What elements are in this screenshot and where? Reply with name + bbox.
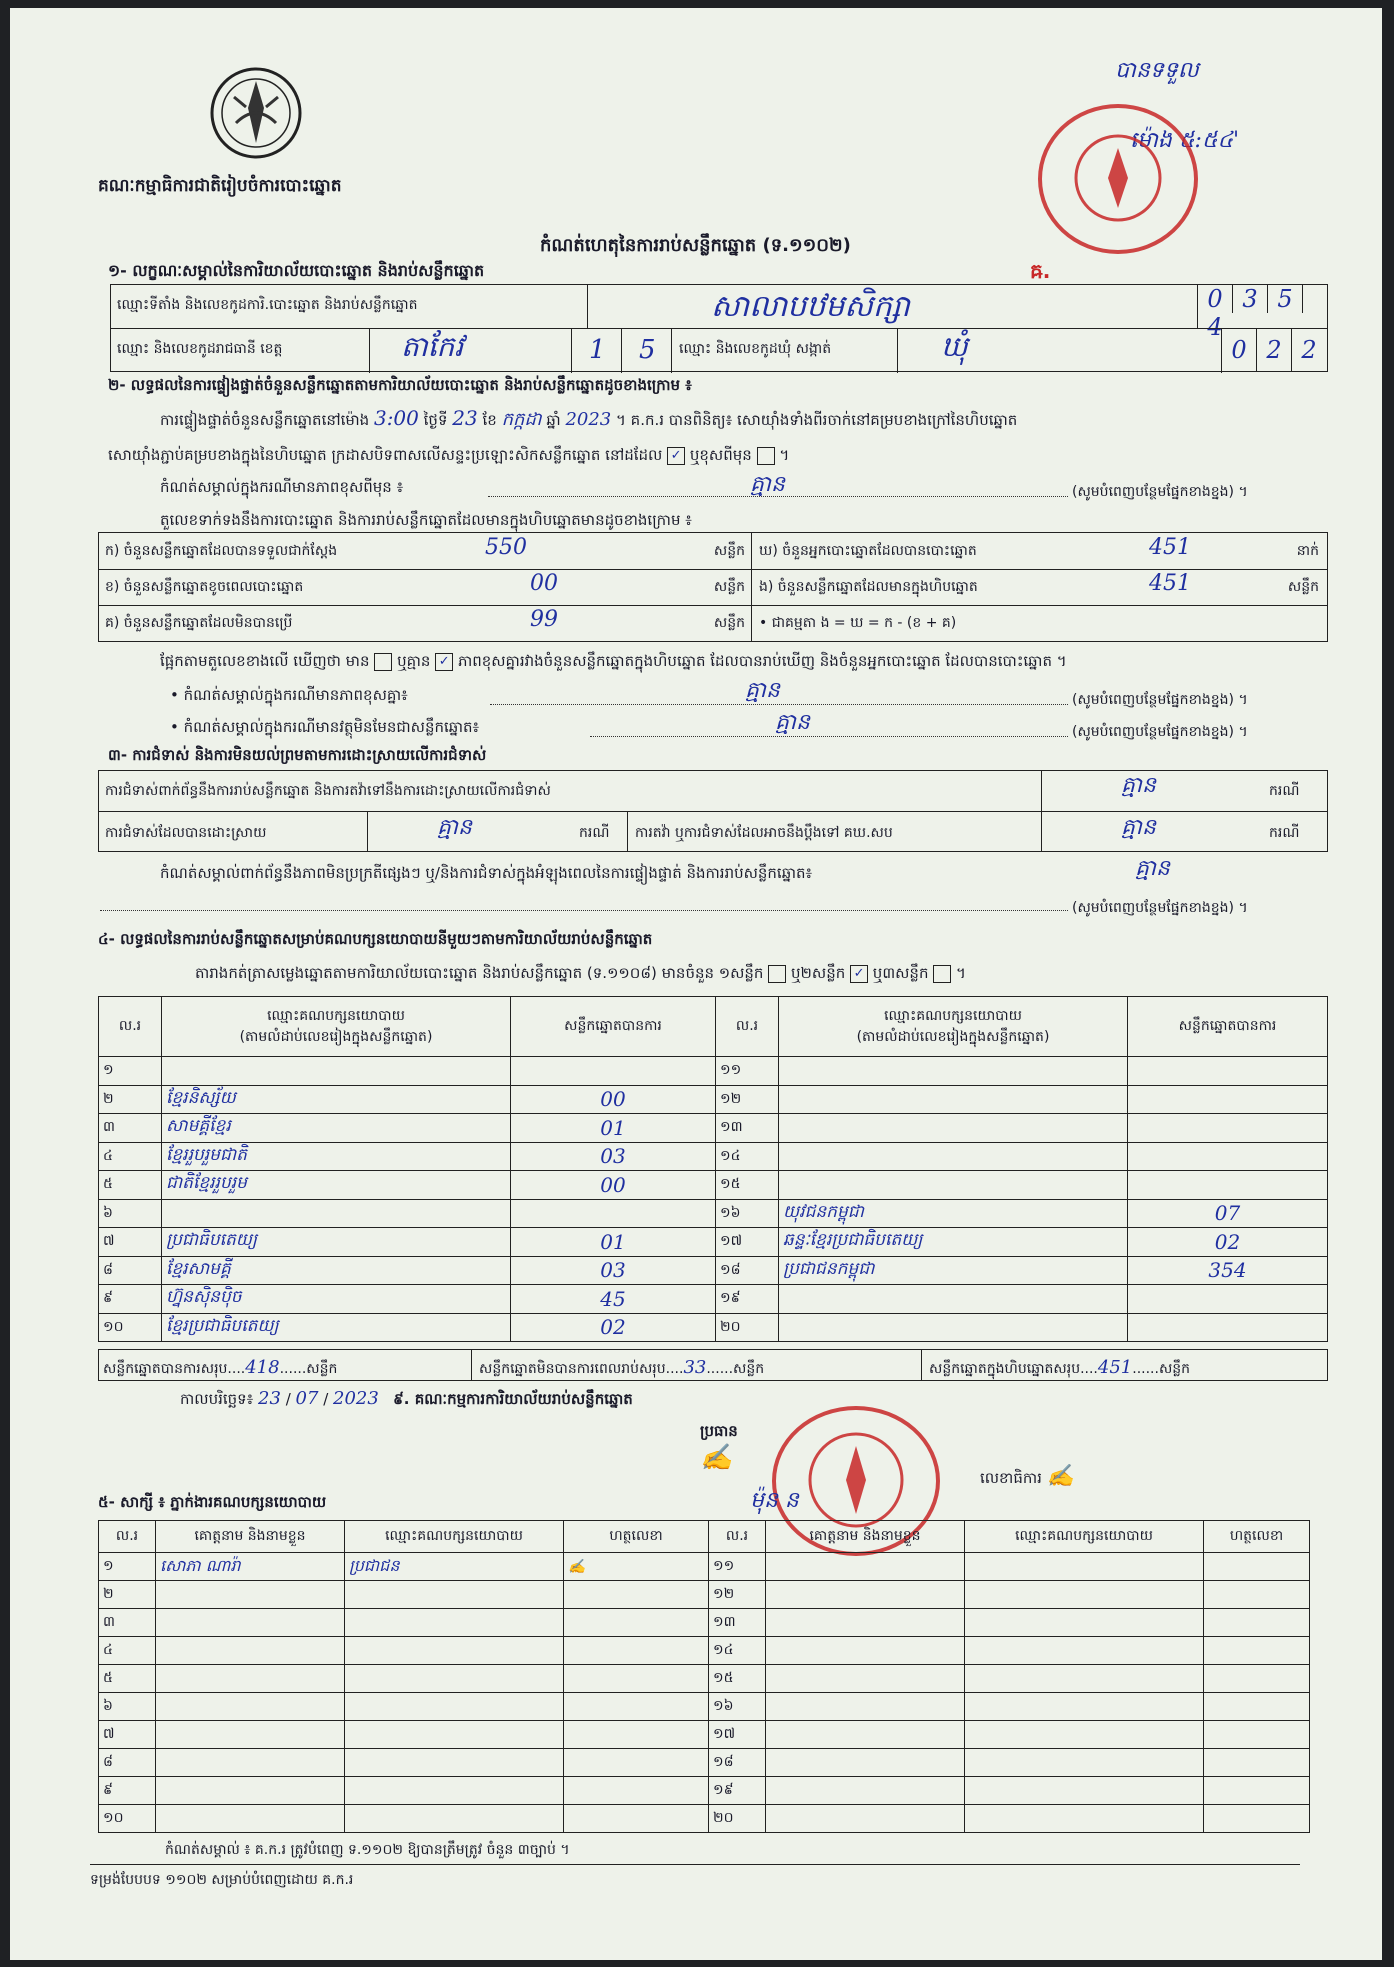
total-invalid: 33 — [683, 1357, 707, 1378]
witness-name — [766, 1749, 965, 1777]
witness-name — [766, 1609, 965, 1637]
witness-no: ១៤ — [709, 1637, 766, 1665]
table-row — [99, 1313, 1328, 1342]
w-col-no-left: ល.រ — [99, 1521, 156, 1553]
same-checkbox[interactable]: ✓ — [667, 447, 685, 465]
witness-party — [965, 1553, 1204, 1581]
objection-unit: ករណី — [1269, 783, 1300, 799]
location-label: ឈ្មោះទីតាំង និងលេខកូដការិ.បោះឆ្នោត និងរាប់សន្លឹកឆ្នោត — [117, 297, 418, 313]
result-votes — [1128, 1313, 1328, 1342]
date-line: កាលបរិច្ឆេទ៖ 23 / 07 / 2023 ៩. គណៈកម្មការការិយាល័យរាប់សន្លឹកឆ្នោត — [180, 1388, 633, 1409]
witness-no: ៦ — [99, 1693, 156, 1721]
location-value: សាលាបឋមសិក្សា — [711, 289, 910, 324]
witness-party — [345, 1777, 564, 1805]
result-votes — [1128, 1171, 1328, 1200]
result-party — [779, 1142, 1128, 1171]
table-row — [99, 1805, 1310, 1833]
result-party — [779, 1171, 1128, 1200]
changed-checkbox[interactable] — [757, 447, 775, 465]
result-no: ១៣ — [716, 1114, 779, 1143]
result-party: ខ្មែរសាមគ្គី — [162, 1256, 511, 1285]
w-col-no-right: ល.រ — [709, 1521, 766, 1553]
witness-no: ១៦ — [709, 1693, 766, 1721]
result-party: ជាតិខ្មែររួបរួម — [162, 1171, 511, 1200]
witness-name: សោភា ណារ៉ា — [156, 1553, 345, 1581]
tally-line: តារាងកត់ត្រាសម្លេងឆ្នោតតាមការិយាល័យបោះឆ្នោត និងរាប់សន្លឹកឆ្នោត (ទ.១១០៨) មានចំនួន ១សន្លឹក ឬ២សន្លឹក ✓ ឬ៣សន្លឹក ។ — [195, 964, 966, 982]
secretary-label: លេខាធិការ ✍ — [980, 1464, 1075, 1489]
result-party: ខ្មែរប្រជាធិបតេយ្យ — [162, 1313, 511, 1342]
province-label: ឈ្មោះ និងលេខកូដរាជធានី ខេត្ត — [117, 341, 283, 357]
invalid-note-value: គ្មាន — [775, 710, 810, 735]
org-name: គណៈកម្មាធិការជាតិរៀបចំការបោះឆ្នោត — [98, 176, 342, 196]
date-year: 2023 — [333, 1388, 379, 1409]
count-row-a: ក) ចំនួនសន្លឹកឆ្នោតដែលបានទទួលជាក់ស្តែង 550 សន្លឹក — [105, 535, 745, 560]
irregularity-note: កំណត់សម្គាល់ពាក់ព័ន្ធនឹងភាពមិនប្រក្រតីផ្សេងៗ ឬ/និងការជំទាស់ក្នុងអំឡុងពេលនៃការផ្ទៀងផ្ទាត់ និងការរាប់សន្លឹកឆ្នោត៖ — [160, 864, 813, 882]
table-row — [99, 1285, 1328, 1314]
witness-name — [156, 1581, 345, 1609]
nec-emblem-icon — [206, 63, 306, 163]
difference-no-checkbox[interactable]: ✓ — [435, 653, 453, 671]
witness-party — [345, 1721, 564, 1749]
witness-signature — [564, 1693, 709, 1721]
result-party — [162, 1057, 511, 1086]
result-no: ៨ — [99, 1256, 162, 1285]
diff-note-value: គ្មាន — [745, 678, 780, 703]
result-votes — [1128, 1085, 1328, 1114]
verify-line-1: ការផ្ទៀងផ្ទាត់ចំនួនសន្លឹកឆ្នោតនៅម៉ោង 3:00 ថ្ងៃទី 23 ខែ កក្កដា ឆ្នាំ 2023 ។ គ.ក.រ បានពិនិត្យ៖ សោយ៉ាំងទាំងពីរចាក់នៅគម្របខាងក្រៅនៃហិបឆ្នោត — [160, 406, 1018, 430]
appeal-label: ការតវ៉ា ឬការជំទាស់ដែលអាចនឹងប្តឹងទៅ គឃ.សប — [635, 825, 893, 841]
witness-party — [345, 1749, 564, 1777]
table-row — [99, 1609, 1310, 1637]
counts-box — [98, 532, 1328, 642]
change-note: កំណត់សម្គាល់ក្នុងករណីមានភាពខុសពីមុន ៖ — [160, 478, 404, 496]
col-votes-right: សន្លឹកឆ្នោតបានការ — [1128, 997, 1328, 1057]
section3-box — [98, 770, 1328, 852]
tally-2-checkbox[interactable]: ✓ — [850, 965, 868, 983]
table-row — [99, 1085, 1328, 1114]
result-no: ១២ — [716, 1085, 779, 1114]
section5-heading: ៥- សាក្សី ៖ ភ្នាក់ងារគណបក្សនយោបាយ — [98, 1493, 327, 1511]
witness-signature — [1204, 1777, 1310, 1805]
witness-no: ៧ — [99, 1721, 156, 1749]
result-votes — [511, 1057, 716, 1086]
witness-name — [156, 1805, 345, 1833]
count-row-e: ង) ចំនួនសន្លឹកឆ្នោតដែលមានក្នុងហិបឆ្នោត 451 សន្លឹក — [759, 571, 1319, 596]
result-votes: 354 — [1128, 1256, 1328, 1285]
totals-row: សន្លឹកឆ្នោតបានការសរុប....418......សន្លឹក សន្លឹកឆ្នោតមិនបានការពេលរាប់សរុប....33......សន្លឹក សន្លឹកឆ្នោតក្នុងហិបឆ្នោតសរុប....451......សន្លឹក — [98, 1349, 1328, 1381]
result-party: ប្រជាជនកម្ពុជា — [779, 1256, 1128, 1285]
result-party: ឆន្ទៈខ្មែរប្រជាធិបតេយ្យ — [779, 1228, 1128, 1257]
witness-party — [345, 1665, 564, 1693]
table-row — [99, 1637, 1310, 1665]
col-party-left: ឈ្មោះគណបក្សនយោបាយ (តាមលំដាប់លេខរៀងក្នុងសន្លឹកឆ្នោត) — [162, 997, 511, 1057]
section3-heading: ៣- ការជំទាស់ និងការមិនយល់ព្រមតាមការដោះស្រាយលើការជំទាស់ — [108, 746, 487, 764]
counts-intro: តួលេខទាក់ទងនឹងការបោះឆ្នោត និងការរាប់សន្លឹកឆ្នោតដែលមានក្នុងហិបឆ្នោតមានដូចខាងក្រោម ៖ — [160, 511, 692, 529]
table-row — [99, 1228, 1328, 1257]
result-party: សាមគ្គីខ្មែរ — [162, 1114, 511, 1143]
witness-no: ៨ — [99, 1749, 156, 1777]
table-row — [99, 1553, 1310, 1581]
tally-3-checkbox[interactable] — [933, 965, 951, 983]
result-no: ៤ — [99, 1142, 162, 1171]
appeal-unit: ករណី — [1269, 825, 1300, 841]
resolved-unit: ករណី — [579, 825, 610, 841]
result-votes — [1128, 1057, 1328, 1086]
result-party — [779, 1313, 1128, 1342]
table-row — [99, 1665, 1310, 1693]
witness-signature — [564, 1749, 709, 1777]
witness-signature — [564, 1805, 709, 1833]
witness-signature — [1204, 1637, 1310, 1665]
witness-no: ១ — [99, 1553, 156, 1581]
witness-signature — [564, 1581, 709, 1609]
col-no-right: ល.រ — [716, 997, 779, 1057]
form-title: កំណត់ហេតុនៃការរាប់សន្លឹកឆ្នោត (ទ.១១០២) — [540, 235, 851, 256]
w-col-name-right: គោត្តនាម និងនាមខ្លួន — [766, 1521, 965, 1553]
result-no: ៩ — [99, 1285, 162, 1314]
witness-no: ១៧ — [709, 1721, 766, 1749]
result-no: ៥ — [99, 1171, 162, 1200]
witness-name — [156, 1721, 345, 1749]
section1-heading: ១- លក្ខណៈសម្គាល់នៃការិយាល័យបោះឆ្នោត និងរាប់សន្លឹកឆ្នោត — [108, 261, 485, 280]
witness-name — [156, 1693, 345, 1721]
count-row-d: ឃ) ចំនួនអ្នកបោះឆ្នោតដែលបានបោះឆ្នោត 451 នាក់ — [759, 535, 1319, 560]
witness-name — [766, 1721, 965, 1749]
witness-name — [766, 1665, 965, 1693]
witness-signature: ✍ — [564, 1553, 709, 1581]
result-votes — [1128, 1114, 1328, 1143]
irregularity-hint: (សូមបំពេញបន្ថែមផ្នែកខាងខ្នង) ។ — [1072, 900, 1248, 916]
objection-label: ការជំទាស់ពាក់ព័ន្ធនឹងការរាប់សន្លឹកឆ្នោត និងការតវ៉ាទៅនឹងការដោះស្រាយលើការជំទាស់ — [105, 783, 551, 799]
count-row-c: គ) ចំនួនសន្លឹកឆ្នោតដែលមិនបានប្រើ 99 សន្លឹក — [105, 607, 745, 632]
w-col-party-left: ឈ្មោះគណបក្សនយោបាយ — [345, 1521, 564, 1553]
count-formula: • ជាគម្មតា ង = ឃ = ក - (ខ + គ) — [759, 615, 957, 631]
witness-name — [156, 1665, 345, 1693]
witness-no: ៩ — [99, 1777, 156, 1805]
result-party — [162, 1199, 511, 1228]
resolved-label: ការជំទាស់ដែលបានដោះស្រាយ — [105, 825, 267, 841]
irregularity-note-value: គ្មាន — [1135, 856, 1170, 881]
witness-party: ប្រជាជន — [345, 1553, 564, 1581]
witness-party — [965, 1693, 1204, 1721]
witness-name — [766, 1637, 965, 1665]
result-votes: 03 — [511, 1142, 716, 1171]
resolved-value: គ្មាន — [437, 815, 472, 840]
section4-heading: ៤- លទ្ធផលនៃការរាប់សន្លឹកឆ្នោតសម្រាប់គណបក្សនយោបាយនីមួយៗតាមការិយាល័យរាប់សន្លឹកឆ្នោត — [98, 930, 653, 948]
witness-no: ១២ — [709, 1581, 766, 1609]
province-code-2: 5 — [639, 335, 656, 365]
result-no: ១៧ — [716, 1228, 779, 1257]
witness-no: ៥ — [99, 1665, 156, 1693]
result-party: ហ្វ៊ុនស៊ិនប៉ិច — [162, 1285, 511, 1314]
invalid-note-hint: (សូមបំពេញបន្ថែមផ្នែកខាងខ្នង) ។ — [1072, 724, 1248, 740]
w-col-sign-left: ហត្ថលេខា — [564, 1521, 709, 1553]
w-col-sign-right: ហត្ថលេខា — [1204, 1521, 1310, 1553]
table-row — [99, 1171, 1328, 1200]
witness-party — [965, 1749, 1204, 1777]
change-note-value: គ្មាន — [750, 472, 785, 497]
witness-no: ១១ — [709, 1553, 766, 1581]
witness-no: ២០ — [709, 1805, 766, 1833]
witness-party — [345, 1609, 564, 1637]
col-no-left: ល.រ — [99, 997, 162, 1057]
commune-code: 0 2 2 — [1221, 328, 1326, 373]
witness-party — [965, 1805, 1204, 1833]
section1-box — [110, 284, 1328, 372]
witness-no: ២ — [99, 1581, 156, 1609]
witness-name — [766, 1805, 965, 1833]
table-row — [99, 1777, 1310, 1805]
chairman-label: ប្រធាន — [700, 1422, 738, 1440]
witness-party — [345, 1805, 564, 1833]
witness-name — [766, 1693, 965, 1721]
result-no: ១៥ — [716, 1171, 779, 1200]
tally-1-checkbox[interactable] — [768, 965, 786, 983]
document-page — [10, 8, 1382, 1960]
w-col-name-left: គោត្តនាម និងនាមខ្លួន — [156, 1521, 345, 1553]
witness-signature — [1204, 1721, 1310, 1749]
result-votes: 02 — [1128, 1228, 1328, 1257]
result-party — [779, 1057, 1128, 1086]
witness-signature — [564, 1721, 709, 1749]
official-stamp-top — [1038, 104, 1198, 254]
date-day: 23 — [258, 1388, 281, 1409]
invalid-note: • កំណត់សម្គាល់ក្នុងករណីមានវត្ថុមិនមែនជាសន្លឹកឆ្នោត៖ — [170, 718, 480, 736]
witness-signature — [1204, 1749, 1310, 1777]
table-row — [99, 1199, 1328, 1228]
objection-value: គ្មាន — [1121, 773, 1156, 798]
result-no: ១១ — [716, 1057, 779, 1086]
result-votes: 01 — [511, 1114, 716, 1143]
result-no: ១៨ — [716, 1256, 779, 1285]
witness-signature — [564, 1637, 709, 1665]
difference-yes-checkbox[interactable] — [374, 653, 392, 671]
result-party — [779, 1114, 1128, 1143]
result-party — [779, 1085, 1128, 1114]
diff-note: • កំណត់សម្គាល់ក្នុងករណីមានភាពខុសគ្នា៖ — [170, 686, 408, 704]
result-party — [779, 1285, 1128, 1314]
witness-name — [156, 1749, 345, 1777]
results-table — [98, 996, 1328, 1342]
chairman-name: ម៉ុន ន — [750, 1488, 799, 1513]
location-code: 0 3 54 — [1197, 285, 1327, 328]
witness-no: ៤ — [99, 1637, 156, 1665]
witness-party — [345, 1581, 564, 1609]
witness-signature — [1204, 1553, 1310, 1581]
witness-party — [965, 1581, 1204, 1609]
witness-no: ១៩ — [709, 1777, 766, 1805]
result-no: ១ — [99, 1057, 162, 1086]
result-party: ខ្មែរនិស្ស័យ — [162, 1085, 511, 1114]
witness-name — [766, 1777, 965, 1805]
table-row — [99, 1693, 1310, 1721]
red-mark: ឝ. — [1030, 259, 1051, 283]
result-no: ៦ — [99, 1199, 162, 1228]
appeal-value: គ្មាន — [1121, 815, 1156, 840]
result-votes: 00 — [511, 1085, 716, 1114]
witness-name — [156, 1637, 345, 1665]
count-row-b: ខ) ចំនួនសន្លឹកឆ្នោតខូចពេលបោះឆ្នោត 00 សន្លឹក — [105, 571, 745, 596]
result-no: ២០ — [716, 1313, 779, 1342]
witness-party — [965, 1777, 1204, 1805]
witness-signature — [564, 1777, 709, 1805]
table-row — [99, 1581, 1310, 1609]
witness-table — [98, 1520, 1310, 1833]
witness-no: ១០ — [99, 1805, 156, 1833]
witness-no: ១៥ — [709, 1665, 766, 1693]
witness-signature — [564, 1665, 709, 1693]
witness-no: ១៨ — [709, 1749, 766, 1777]
verify-line-2: សោយ៉ាំងភ្ជាប់គម្របខាងក្នុងនៃហិបឆ្នោត ក្រដាសបិទពាសលើសន្ទះប្រឡោះសិកសន្លឹកឆ្នោត នៅដដែល ✓ ឬខុសពីមុន ។ — [108, 446, 790, 464]
total-valid: 418 — [245, 1357, 280, 1378]
result-no: ៣ — [99, 1114, 162, 1143]
result-votes — [511, 1199, 716, 1228]
witness-signature — [1204, 1805, 1310, 1833]
witness-no: ១៣ — [709, 1609, 766, 1637]
witness-party — [965, 1637, 1204, 1665]
diff-note-hint: (សូមបំពេញបន្ថែមផ្នែកខាងខ្នង) ។ — [1072, 692, 1248, 708]
result-votes: 02 — [511, 1313, 716, 1342]
w-col-party-right: ឈ្មោះគណបក្សនយោបាយ — [965, 1521, 1204, 1553]
commune-label: ឈ្មោះ និងលេខកូដឃុំ សង្កាត់ — [679, 341, 832, 357]
received-time: ម៉ោង ៥:៥៤' — [1130, 128, 1240, 153]
witness-name — [156, 1777, 345, 1805]
compare-line: ផ្អែកតាមតួលេខខាងលើ ឃើញថា មាន ឬគ្មាន ✓ ភាពខុសគ្នារវាងចំនួនសន្លឹកឆ្នោតក្នុងហិបឆ្នោត ដែលបានរាប់ឃើញ និងចំនួនអ្នកបោះឆ្នោត ដែលបានបោះឆ្នោត ។ — [160, 652, 1067, 670]
result-votes: 00 — [511, 1171, 716, 1200]
witness-signature — [1204, 1693, 1310, 1721]
result-votes: 03 — [511, 1256, 716, 1285]
form-footer: ទម្រង់បែបបទ ១១០២ សម្រាប់បំពេញដោយ គ.ក.រ — [90, 1872, 354, 1888]
witness-signature — [1204, 1665, 1310, 1693]
result-votes — [1128, 1142, 1328, 1171]
witness-name — [766, 1581, 965, 1609]
commune-value: ឃុំ — [941, 330, 968, 363]
date-month: 07 — [295, 1388, 319, 1409]
province-code-1: 1 — [589, 335, 606, 365]
witness-party — [965, 1721, 1204, 1749]
col-party-right: ឈ្មោះគណបក្សនយោបាយ (តាមលំដាប់លេខរៀងក្នុងសន្លឹកឆ្នោត) — [779, 997, 1128, 1057]
witness-party — [965, 1665, 1204, 1693]
table-row — [99, 1256, 1328, 1285]
witness-signature — [1204, 1609, 1310, 1637]
change-note-hint: (សូមបំពេញបន្ថែមផ្នែកខាងខ្នង) ។ — [1072, 484, 1248, 500]
result-votes: 45 — [511, 1285, 716, 1314]
result-no: ១៤ — [716, 1142, 779, 1171]
witness-party — [965, 1609, 1204, 1637]
table-row — [99, 1721, 1310, 1749]
table-row — [99, 1142, 1328, 1171]
received-note: បានទទួល — [1115, 58, 1199, 83]
section2-heading: ២- លទ្ធផលនៃការផ្ទៀងផ្ទាត់ចំនួនសន្លឹកឆ្នោតតាមការិយាល័យបោះឆ្នោត និងរាប់សន្លឹកឆ្នោតដូចខាងក្រោម ៖ — [108, 376, 692, 394]
table-row — [99, 1057, 1328, 1086]
chairman-signature: ✍ — [700, 1443, 733, 1473]
result-votes — [1128, 1285, 1328, 1314]
result-party: ខ្មែររួបរួមជាតិ — [162, 1142, 511, 1171]
result-no: ១៩ — [716, 1285, 779, 1314]
province-value: តាកែវ — [401, 330, 464, 363]
result-no: ១០ — [99, 1313, 162, 1342]
witness-name — [766, 1553, 965, 1581]
witness-name — [156, 1609, 345, 1637]
result-votes: 01 — [511, 1228, 716, 1257]
table-row — [99, 1749, 1310, 1777]
witness-signature — [1204, 1581, 1310, 1609]
col-votes-left: សន្លឹកឆ្នោតបានការ — [511, 997, 716, 1057]
result-party: ប្រជាធិបតេយ្យ — [162, 1228, 511, 1257]
witness-signature — [564, 1609, 709, 1637]
footnote: កំណត់សម្គាល់ ៖ គ.ក.រ ត្រូវបំពេញ ទ.១១០២ ឱ្យបានត្រឹមត្រូវ ចំនួន ៣ច្បាប់ ។ — [165, 1842, 570, 1858]
table-row — [99, 1114, 1328, 1143]
witness-no: ៣ — [99, 1609, 156, 1637]
total-in-box: 451 — [1097, 1357, 1133, 1378]
result-no: ២ — [99, 1085, 162, 1114]
result-no: ១៦ — [716, 1199, 779, 1228]
witness-party — [345, 1693, 564, 1721]
result-votes: 07 — [1128, 1199, 1328, 1228]
witness-party — [345, 1637, 564, 1665]
result-party: យុវជនកម្ពុជា — [779, 1199, 1128, 1228]
result-no: ៧ — [99, 1228, 162, 1257]
